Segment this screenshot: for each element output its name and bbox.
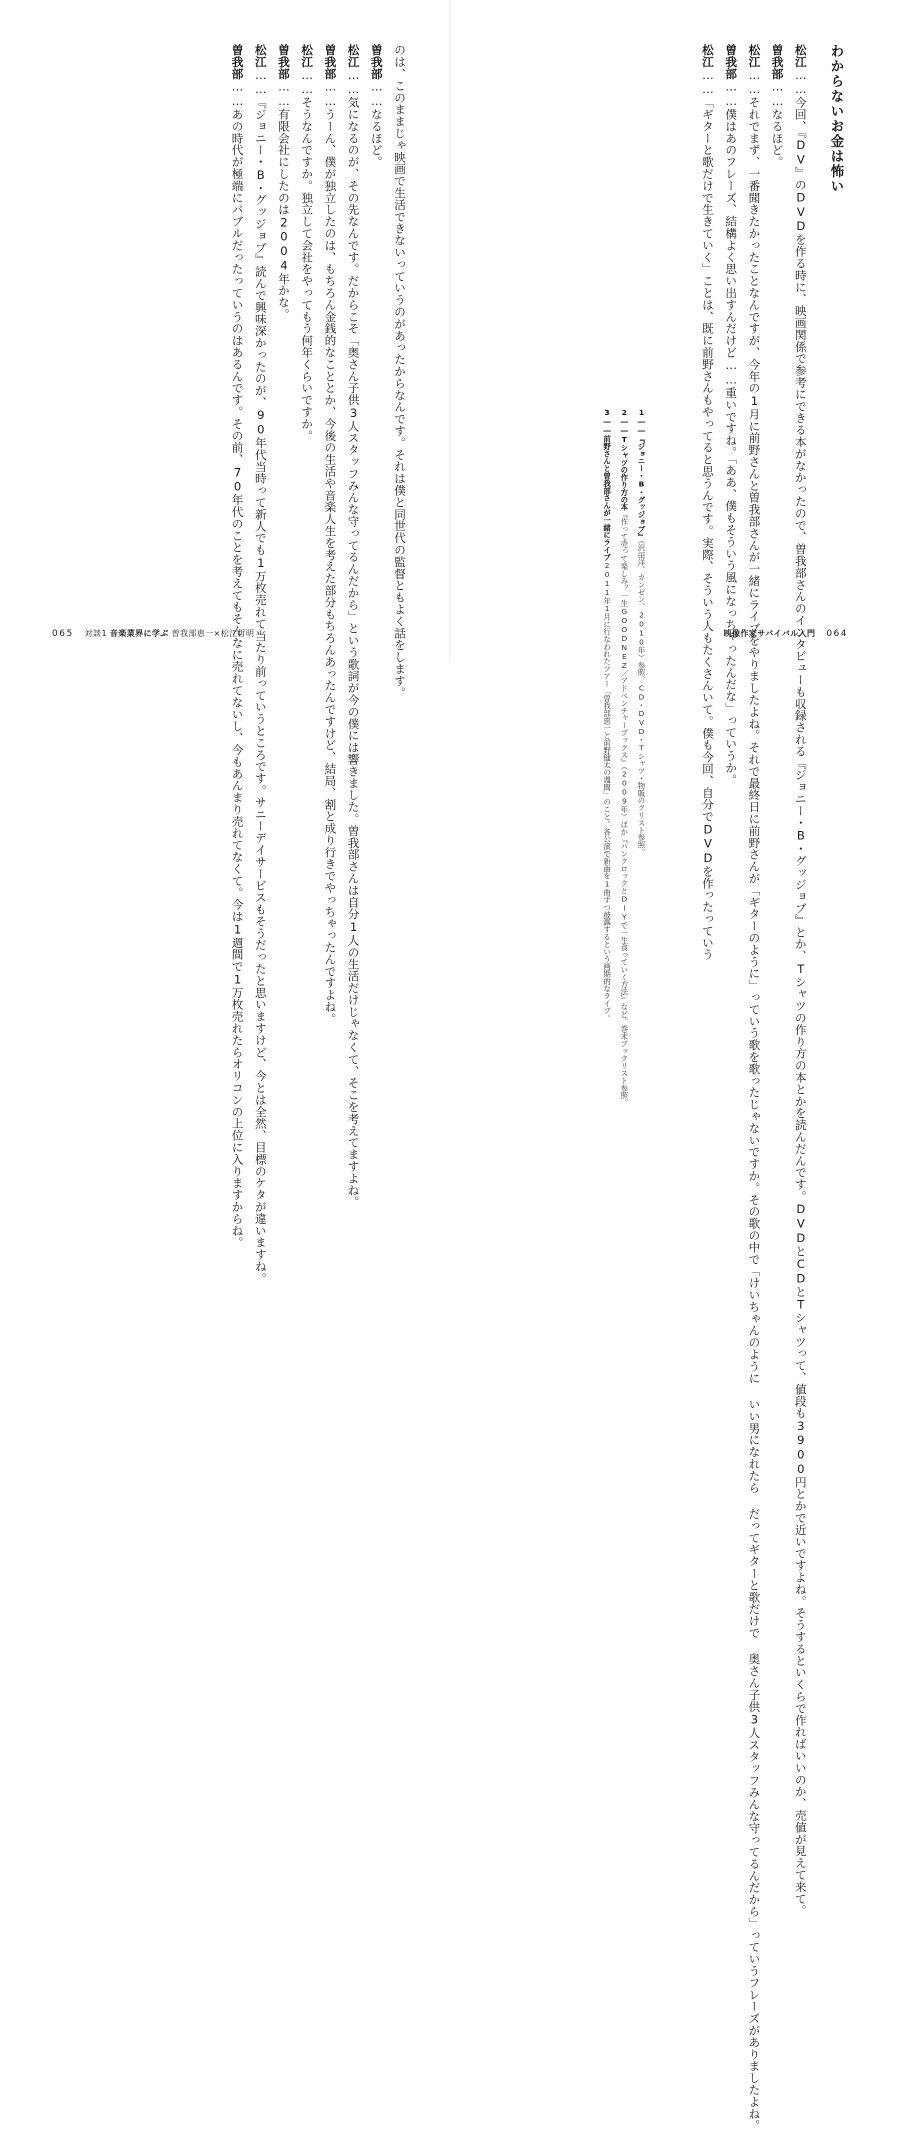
speaker-name: 曽我部 (276, 44, 291, 80)
paragraph-text: ……うーん、僕が独立したのは、もちろん金銭的なこととか、今後の生活や音楽人生を考えた部分もちろんあったんですけど、結局、割と成り行きでやっちゃったんですよね。 (323, 79, 338, 1025)
paragraph-text: ……それでまず、一番聞きたかったことなんですが、今年の1月に前野さんと曽我部さんが一緒にライブをやりましたよね。それで最終日に前野さんが「ギターのように」っていう歌を歌ったじゃないですか。その歌の中で「けいちゃんのように いい男になれたら だってギターと歌だけで 奥さん子供3人スタッフみんな守ってるんだから」っていうフレーズがありましたよね。 (747, 67, 762, 2131)
footnote-head: 3――前野さんと曽我部さんが一緒にライブ (602, 408, 612, 561)
page-number: 065 (52, 629, 74, 639)
series-label: 対談1 (84, 629, 107, 638)
paragraph (365, 44, 388, 519)
paragraph (696, 44, 719, 961)
speaker-name: 曽我部 (230, 44, 245, 80)
folio-left (44, 628, 254, 639)
paragraph (295, 44, 318, 519)
paragraph-text: ……僕はあのフレーズ、結構よく思い出すんだけど……重いですね。「ああ、僕もそういう風になっちゃったんだな」っていうか。 (724, 79, 739, 786)
paragraph-text: ……『ジョニー・B・グッジョブ』読んで興味深かったのが、90年代当時って新人でも1万枚売れて当たり前っていうところです。サニーデイサービスもそうだったと思いますけど、今とは全然、目標のケタが違いますね。 (253, 67, 268, 1285)
paragraph-text: ……そうなんですか。独立して会社をやってもう何年くらいですか。 (300, 67, 315, 442)
paragraph (341, 44, 364, 1208)
speaker-name: 松江 (700, 44, 715, 68)
speaker-name: 松江 (747, 44, 762, 68)
section-heading: わからないお金は怖い (828, 44, 843, 194)
paragraph (272, 44, 295, 519)
footnote-head: 1――『ジョニー・B・グッジョブ』 (637, 408, 646, 541)
paragraph (765, 44, 788, 519)
paragraph-text: ……なるほど。 (369, 79, 384, 168)
paragraph (789, 44, 812, 1917)
paragraph-text: のは、このままじゃ映画で生活できないっていうのがあったからなんです。それは僕と同世代の監督ともよく話をします。 (393, 44, 407, 699)
footnotes (522, 408, 647, 1107)
folio-right (724, 628, 856, 639)
paragraph (742, 44, 765, 2131)
participants: 曽我部恵一×松江哲明 (171, 629, 255, 638)
paragraph-text: ……今回、『DV』のDVDを作る時に、映画関係で参考にできる本がなかったので、曽我部さんのインタビューも収録される『ジョニー・B・グッジョブ』とか、Tシャツの作り方の本とかを読んだんです。DVDとCDとTシャツって、値段も3900円とかで近いですよね。そうするといくらで作ればいいのか、売値が見えて来て。 (793, 67, 808, 1917)
speaker-name: 松江 (253, 44, 268, 68)
speaker-name: 曽我部 (323, 44, 338, 80)
book-title: 映像作家サバイバル入門 (723, 629, 816, 638)
page-number: 064 (826, 629, 848, 639)
speaker-name: 松江 (346, 44, 361, 68)
footnote (635, 408, 647, 856)
footnote (618, 408, 630, 1107)
paragraph-text: ……「ギターと歌だけで生きていく」ことは、既に前野さんもやってると思うんです。実際、そういう人もたくさんいて。僕も今回、自分でDVDを作ったっていう (700, 67, 715, 961)
chapter-title: 音楽業界に学ぶ (109, 629, 169, 638)
footnote-text: （沢田洋、カンゼン、2010年）参照。CD・DVD・Tシャツ・物販のクリスト参照。 (637, 540, 646, 856)
speaker-name: 松江 (793, 44, 808, 68)
paragraph (719, 44, 742, 786)
paragraph-text: ……気になるのが、その先なんです。だからこそ「奥さん子供3人スタッフみんな守ってるんだから」という歌詞が今の僕には響きました。曽我部さんは自分1人の生活だけじゃなくて、そこを考えてますよね。 (346, 67, 361, 1208)
paragraph-text: ……なるほど。 (770, 79, 785, 168)
footnote-text: 『作って売って楽しみ？一生GOODNEZ／アドベンチャーブックス』（2009年）ほか『パンクロックとDIYで一生食っていく方法』など。巻末ブックリスト参照。 (619, 510, 629, 1107)
paragraph (388, 44, 411, 699)
speaker-name: 曽我部 (369, 44, 384, 80)
paragraph (318, 44, 341, 1025)
paragraph-text: ……あの時代が極端にバブルだったっていうのはあるんです。その前、70年代のことを考えてもそんなに売れてないし、今もあんまり売れてなくて。今は1週間で1万枚売れたらオリコンの上位に入りますからね。 (230, 79, 245, 1249)
footnote (600, 408, 612, 1022)
speaker-name: 曽我部 (724, 44, 739, 80)
speaker-name: 松江 (300, 44, 315, 68)
footnote-head: 2――Tシャツの作り方の本 (619, 408, 629, 511)
paragraph-text: ……有限会社にしたのは2004年かな。 (276, 79, 291, 321)
paragraph (249, 44, 272, 1285)
page-gutter (449, 0, 451, 661)
paragraph (225, 44, 248, 1249)
speaker-name: 曽我部 (770, 44, 785, 80)
footnote-text: 2011年1月に行なわれたツアー「曽我部恵一と前野健太の週間」のこと。各公演で新曲を1曲ずつ披露するという画期的なライブ。 (602, 560, 612, 1022)
